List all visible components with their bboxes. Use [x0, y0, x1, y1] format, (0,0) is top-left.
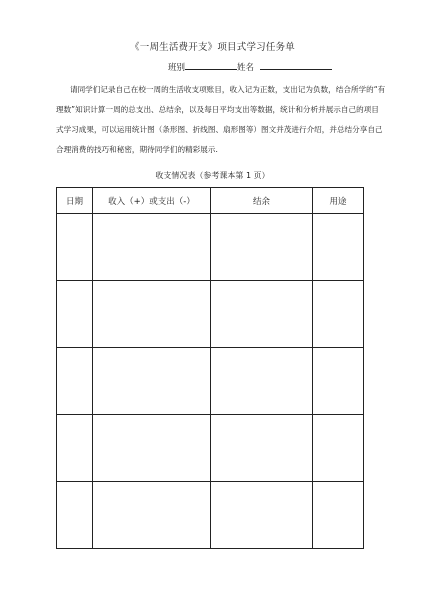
table-caption: 收支情况表（参考课本第 1 页）	[155, 171, 270, 180]
income-expense-table	[56, 187, 364, 549]
header-purpose: 用途	[313, 188, 364, 214]
cell-balance[interactable]	[211, 281, 313, 348]
name-blank[interactable]	[260, 60, 332, 70]
cell-amount[interactable]	[93, 482, 211, 549]
table-header-row	[57, 188, 364, 214]
header-date: 日期	[57, 188, 93, 214]
table-row	[57, 415, 364, 482]
table-row	[57, 281, 364, 348]
cell-purpose[interactable]	[313, 281, 364, 348]
intro-line: 合理消费的技巧和秘密，期待同学们的精彩展示.	[56, 145, 218, 154]
cell-date[interactable]	[57, 348, 93, 415]
cell-purpose[interactable]	[313, 214, 364, 281]
cell-date[interactable]	[57, 415, 93, 482]
document-title: 《一周生活费开支》项目式学习任务单	[130, 42, 295, 53]
cell-amount[interactable]	[93, 415, 211, 482]
intro-line: 式学习成果，可以运用统计图（条形图、折线图、扇形图等）图文并茂进行介绍，并总结分享自己	[56, 125, 383, 134]
class-name-line	[168, 60, 332, 73]
table-row	[57, 348, 364, 415]
cell-amount[interactable]	[93, 214, 211, 281]
intro-line: 理数”知识计算一周的总支出、总结余，以及每日平均支出等数据，统计和分析并展示自己的项目	[56, 105, 379, 114]
cell-balance[interactable]	[211, 348, 313, 415]
cell-date[interactable]	[57, 281, 93, 348]
cell-purpose[interactable]	[313, 348, 364, 415]
cell-balance[interactable]	[211, 415, 313, 482]
class-label: 班别	[168, 63, 186, 73]
cell-purpose[interactable]	[313, 415, 364, 482]
class-blank[interactable]	[185, 60, 237, 70]
cell-purpose[interactable]	[313, 482, 364, 549]
cell-amount[interactable]	[93, 348, 211, 415]
cell-balance[interactable]	[211, 482, 313, 549]
table-row	[57, 482, 364, 549]
cell-date[interactable]	[57, 214, 93, 281]
cell-balance[interactable]	[211, 214, 313, 281]
header-balance: 结余	[211, 188, 313, 214]
table-row	[57, 214, 364, 281]
cell-date[interactable]	[57, 482, 93, 549]
intro-paragraph	[56, 80, 400, 160]
name-label: 姓名	[237, 63, 255, 73]
intro-line: 请同学们记录自己在校一周的生活收支项账目，收入记为正数，支出记为负数，结合所学的“有	[70, 85, 386, 94]
cell-amount[interactable]	[93, 281, 211, 348]
header-amount: 收入（+）或支出（-）	[93, 188, 211, 214]
